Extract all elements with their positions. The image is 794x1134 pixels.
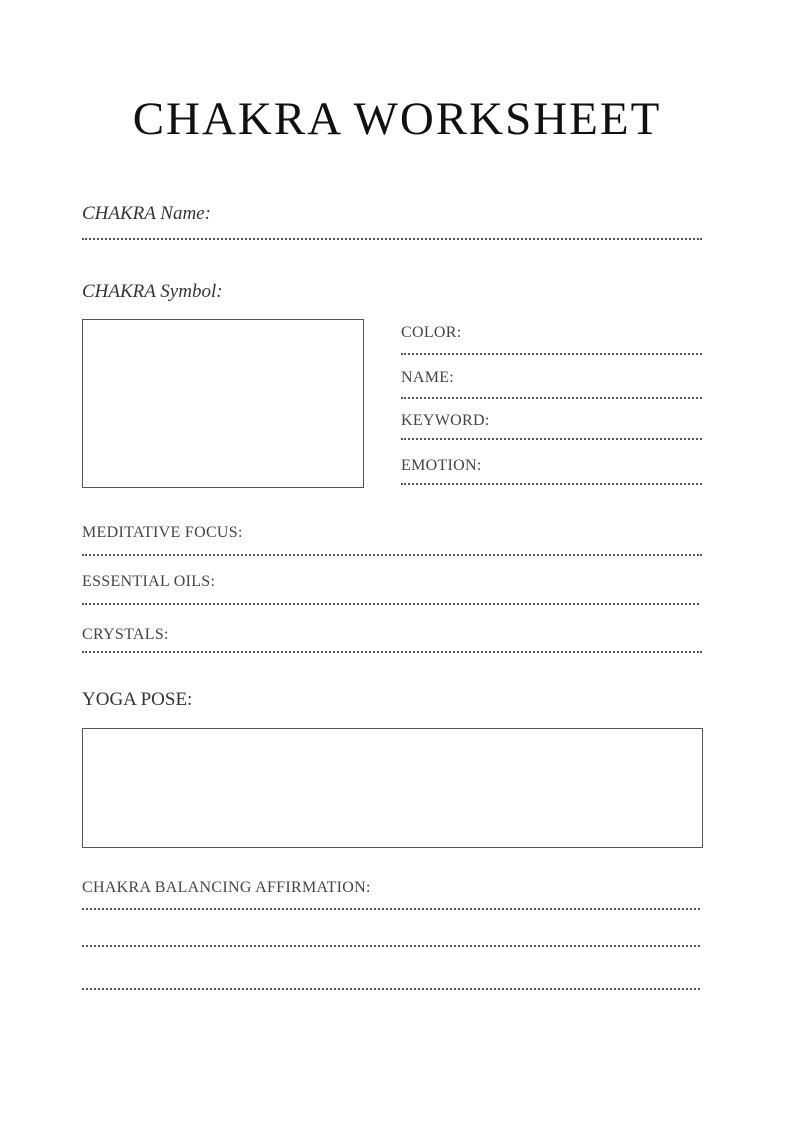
meditative-focus-line[interactable] xyxy=(82,554,702,556)
name-line[interactable] xyxy=(401,397,702,399)
affirmation-line-3[interactable] xyxy=(82,988,700,990)
crystals-line[interactable] xyxy=(82,651,702,653)
yoga-pose-label: YOGA POSE: xyxy=(82,689,193,710)
yoga-pose-box[interactable] xyxy=(82,728,703,848)
meditative-focus-label: MEDITATIVE FOCUS: xyxy=(82,524,243,541)
chakra-symbol-label: CHAKRA Symbol: xyxy=(82,281,223,302)
emotion-label: EMOTION: xyxy=(401,457,482,474)
chakra-symbol-box[interactable] xyxy=(82,319,364,488)
affirmation-line-2[interactable] xyxy=(82,945,700,947)
page-title: CHAKRA WORKSHEET xyxy=(132,93,662,145)
chakra-name-label: CHAKRA Name: xyxy=(82,203,211,224)
color-label: COLOR: xyxy=(401,324,462,341)
color-line[interactable] xyxy=(401,353,702,355)
crystals-label: CRYSTALS: xyxy=(82,626,169,643)
essential-oils-line[interactable] xyxy=(82,603,699,605)
keyword-line[interactable] xyxy=(401,438,702,440)
chakra-name-line[interactable] xyxy=(82,238,702,240)
affirmation-label: CHAKRA BALANCING AFFIRMATION: xyxy=(82,879,371,896)
keyword-label: KEYWORD: xyxy=(401,412,490,429)
emotion-line[interactable] xyxy=(401,483,702,485)
affirmation-line-1[interactable] xyxy=(82,908,700,910)
essential-oils-label: ESSENTIAL OILS: xyxy=(82,573,216,590)
name-label: NAME: xyxy=(401,369,455,386)
